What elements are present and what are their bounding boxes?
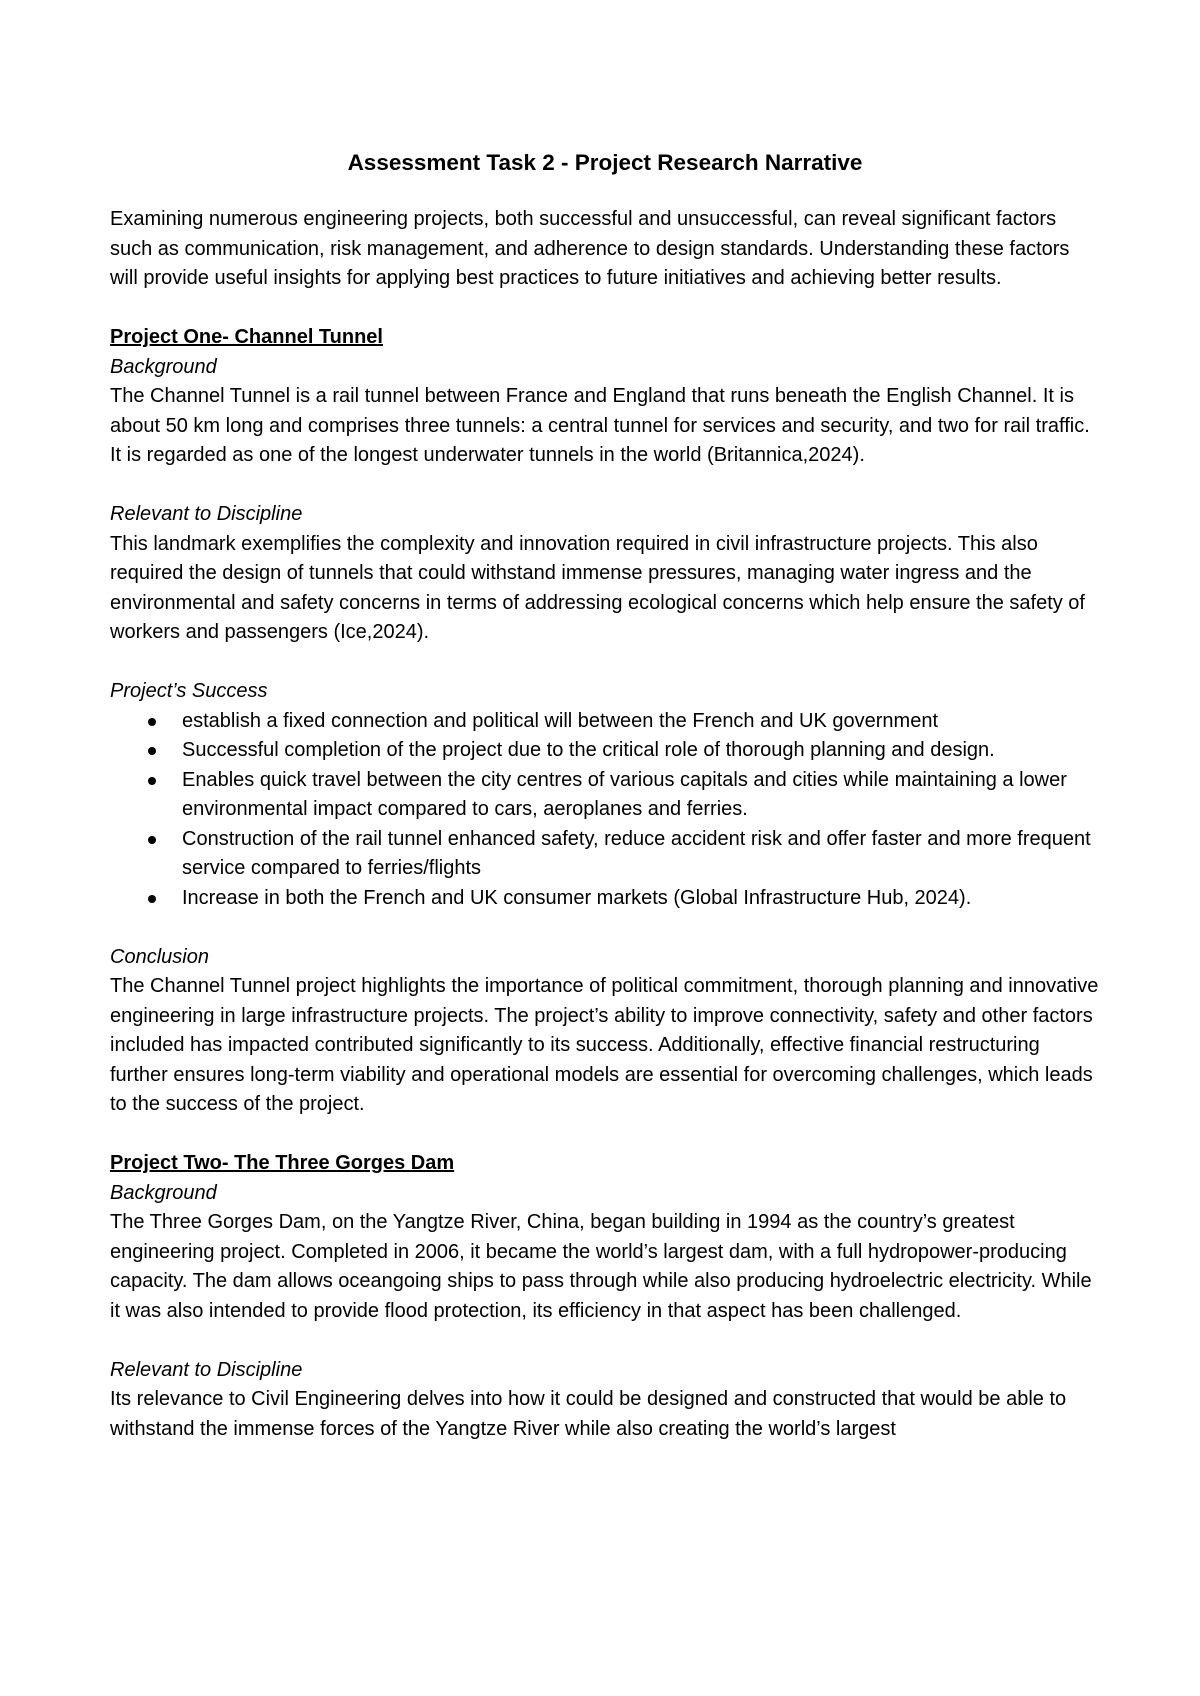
project-one-section [110,323,1100,1149]
list-item: Increase in both the French and UK consumer markets (Global Infrastructure Hub, 2024). [182,884,1100,914]
document-body [110,148,1100,1444]
spacer [110,1120,1100,1150]
spacer [110,471,1100,501]
spacer [110,648,1100,678]
project-two-section [110,1149,1100,1444]
project-two-heading: Project Two- The Three Gorges Dam [110,1152,455,1174]
project-two-discipline-label: Relevant to Discipline [110,1358,303,1381]
project-one-success-label: Project’s Success [110,680,268,702]
project-one-discipline-text: This landmark exemplifies the complexity and innovation required in civil infrastructure projects. This also required the design of tunnels that could withstand immense pressures, managing water ingress and the environmental and safety concerns in terms of addressing ecological concerns which help ensure the safety of workers and passengers (Ice,2024). [110,532,1085,643]
spacer [110,913,1100,943]
spacer [110,1326,1100,1356]
list-item: Construction of the rail tunnel enhanced safety, reduce accident risk and offer faster and more frequent service compared to ferries/flights [182,825,1100,884]
project-one-background-text: The Channel Tunnel is a rail tunnel between France and England that runs beneath the English Channel. It is about 50 km long and comprises three tunnels: a central tunnel for services and security, and two for rail traffic. It is regarded as one of the longest underwater tunnels in the world (Britannica,2024). [110,385,1090,466]
project-one-heading: Project One- Channel Tunnel [110,326,383,348]
project-one-conclusion-text: The Channel Tunnel project highlights the importance of political commitment, thorough planning and innovative engineering in large infrastructure projects. The project’s ability to improve connectivity, safety and other factors included has impacted contributed significantly to its success. Additionally, effective financial restructuring further ensures long-term viability and operational models are essential for overcoming challenges, which leads to the success of the project. [110,975,1099,1115]
list-item: Successful completion of the project due to the critical role of thorough planning and design. [182,736,1100,766]
project-two-discipline-text: Its relevance to Civil Engineering delves into how it could be designed and constructed that would be able to withstand the immense forces of the Yangtze River while also creating the world’s largest [110,1388,1067,1440]
list-item: establish a fixed connection and political will between the French and UK government [182,707,1100,737]
list-item: Enables quick travel between the city centres of various capitals and cities while maintaining a lower environmental impact compared to cars, aeroplanes and ferries. [182,766,1100,825]
project-two-background-text: The Three Gorges Dam, on the Yangtze River, China, began building in 1994 as the country’s greatest engineering project. Completed in 2006, it became the world’s largest dam, with a full hydropower-producing capacity. The dam allows oceangoing ships to pass through while also producing hydroelectric electricity. While it was also intended to provide flood protection, its efficiency in that aspect has been challenged. [110,1211,1092,1322]
intro-paragraph: Examining numerous engineering projects, both successful and unsuccessful, can reveal significant factors such as communication, risk management, and adherence to design standards. Understanding these factors will provide useful insights for applying best practices to future initiatives and achieving better results. [110,208,1070,289]
project-one-discipline-label: Relevant to Discipline [110,503,303,525]
project-one-background-label: Background [110,355,217,378]
page-title: Assessment Task 2 - Project Research Narrative [347,150,863,175]
project-one-conclusion-label: Conclusion [110,945,209,968]
project-one-success-list [110,707,1100,914]
spacer [110,294,1100,324]
project-two-background-label: Background [110,1181,217,1204]
